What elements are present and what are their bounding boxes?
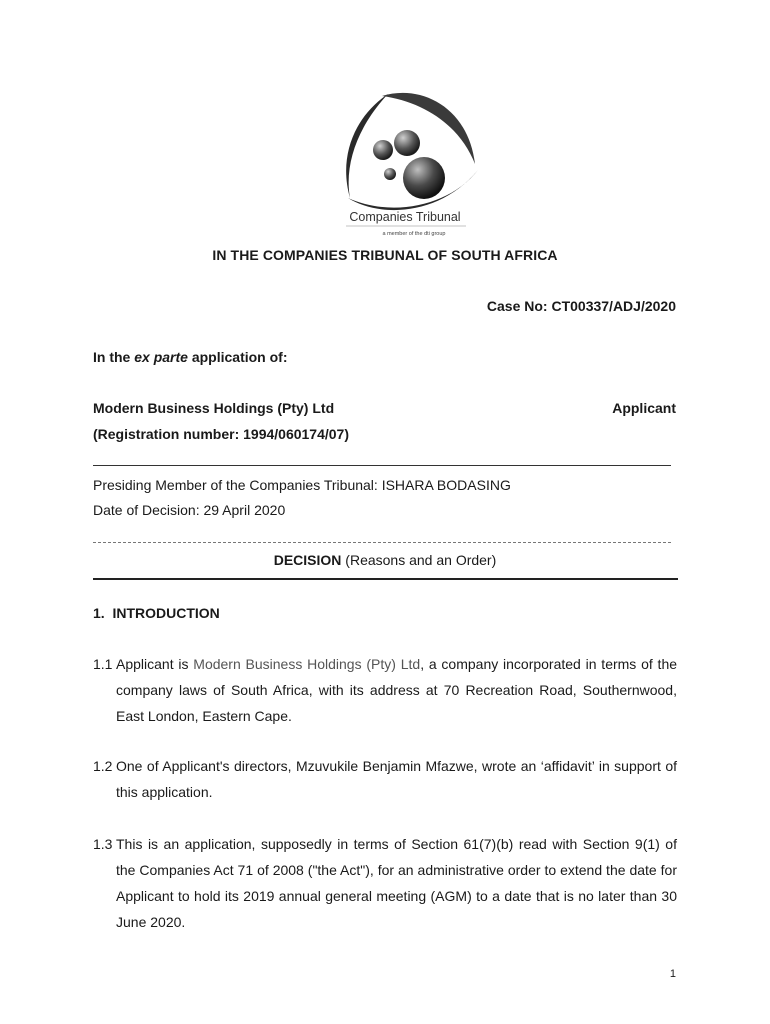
decision-heading-rest: (Reasons and an Order) [341,552,497,568]
paragraph-text-rest: , a company incorporated in terms of the company laws of South Africa, with its address at 70 Recreation Road, Southernwood, East London, Eastern Cape. [116,656,678,724]
paragraph-text: This is an application, supposedly in terms of Section 61(7)(b) read with Section 9(1) of the Companies Act 71 of 2008 ("the Act"), for an administrative order to extend the date for Applicant to hold its 2019 annual general meeting (AGM) to a date that is no later than 30 June 2020. [116,836,677,930]
applicant-name-highlight: Modern Business Holdings (Pty) Ltd [193,656,421,672]
paragraph-number: 1.3 [93,836,113,852]
case-number: Case No: CT00337/ADJ/2020 [486,298,676,314]
divider-rule-thick [93,578,678,580]
exparte-line [93,349,288,365]
paragraph-text: One of Applicant's directors, Mzuvukile Benjamin Mfazwe, wrote an ‘affidavit’ in support of this application. [116,758,677,800]
paragraph-number: 1.1 [93,656,113,672]
court-title: IN THE COMPANIES TRIBUNAL OF SOUTH AFRICA [212,247,558,263]
registration-number: (Registration number: 1994/060174/07) [93,426,349,442]
divider-rule [93,465,671,466]
paragraph-1-2 [93,753,677,805]
section-heading [93,605,220,621]
applicant-name: Modern Business Holdings (Pty) Ltd [93,400,335,416]
decision-heading [0,552,770,568]
exparte-suffix: application of: [187,349,288,365]
paragraph-text [116,651,677,729]
tribunal-emblem-icon [330,86,480,238]
paragraph-text-pre: Applicant is [116,656,194,672]
paragraph-1-1 [93,651,677,729]
section-title: INTRODUCTION [112,605,220,621]
exparte-italic: ex parte [134,349,188,365]
exparte-prefix: In the [93,349,135,365]
presiding-member: Presiding Member of the Companies Tribunal: ISHARA BODASING [93,477,511,493]
paragraph-number: 1.2 [93,758,113,774]
date-of-decision: Date of Decision: 29 April 2020 [93,502,286,518]
logo-wordmark: Companies Tribunal [349,210,461,224]
companies-tribunal-logo [330,86,480,238]
divider-rule-dashed [93,542,671,543]
applicant-role: Applicant [612,400,676,416]
decision-heading-bold: DECISION [273,552,342,568]
logo-tagline: a member of the dti group [382,231,446,237]
paragraph-1-3 [93,831,677,935]
page-number: 1 [669,968,676,980]
section-number: 1. [93,605,105,621]
